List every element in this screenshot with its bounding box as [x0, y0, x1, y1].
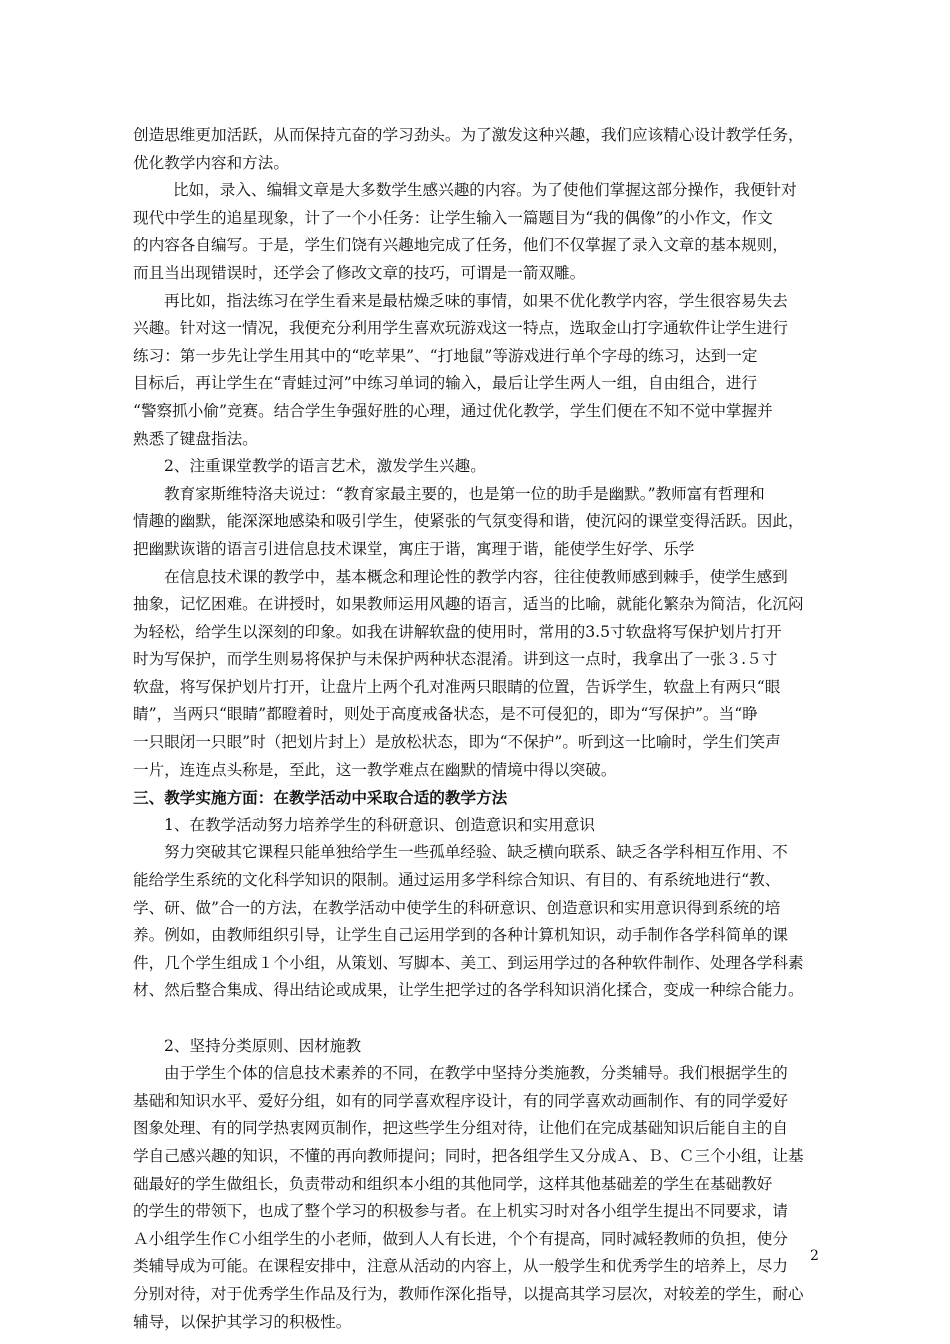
text-line: 分别对待，对于优秀学生作品及行为，教师作深化指导，以提高其学习层次，对较差的学生，耐心: [133, 1284, 804, 1303]
text-line: 由于学生个体的信息技术素养的不同，在教学中坚持分类施教，分类辅导。我们根据学生的: [164, 1064, 788, 1083]
text-line: 基础和知识水平、爱好分组，如有的同学喜欢程序设计，有的同学喜欢动画制作、有的同学爱好: [133, 1091, 788, 1110]
text-line: 础最好的学生做组长，负责带动和组织本小组的其他同学，这样其他基础差的学生在基础教好: [133, 1174, 773, 1193]
text-line: 件，几个学生组成１个小组，从策划、写脚本、美工、到运用学过的各种软件制作、处理各学科素: [133, 953, 804, 972]
text-line: 的内容各自编写。于是，学生们饶有兴趣地完成了任务，他们不仅掌握了录入文章的基本规则，: [133, 236, 788, 255]
text-line: 努力突破其它课程只能单独给学生一些孤单经验、缺乏横向联系、缺乏各学科相互作用、不: [164, 843, 788, 862]
text-line: 熟悉了键盘指法。: [133, 429, 258, 448]
section-heading: 2、坚持分类原则、因材施教: [164, 1036, 362, 1055]
text-line: 教育家斯维特洛夫说过：“教育家最主要的，也是第一位的助手是幽默。”教师富有哲理和: [164, 484, 765, 503]
text-line: 比如，录入、编辑文章是大多数学生感兴趣的内容。为了使他们掌握这部分操作，我便针对: [173, 181, 797, 200]
text-line: 图象处理、有的同学热衷网页制作，把这些学生分组对待，让他们在完成基础知识后能自主的自: [133, 1119, 788, 1138]
text-line: 创造思维更加活跃，从而保持亢奋的学习劲头。为了激发这种兴趣，我们应该精心设计教学任务，: [133, 126, 804, 144]
text-line: 软盘，将写保护划片打开，让盘片上两个孔对准两只眼睛的位置，告诉学生，软盘上有两只“眼: [133, 677, 781, 696]
text-line: 抽象，记忆困难。在讲授时，如果教师运用风趣的语言，适当的比喻，就能化繁杂为简洁，化沉闷: [133, 595, 804, 614]
section-heading: 1、在教学活动努力培养学生的科研意识、创造意识和实用意识: [164, 815, 595, 834]
text-line: 的学生的带领下，也成了整个学习的积极参与者。在上机实习时对各小组学生提出不同要求，请: [133, 1202, 788, 1221]
text-line: 目标后，再让学生在“青蛙过河”中练习单词的输入，最后让学生两人一组，自由组合，进行: [133, 374, 758, 393]
paragraph-gap: [133, 1005, 825, 1033]
section-heading: 2、注重课堂教学的语言艺术，激发学生兴趣。: [164, 457, 486, 476]
text-line: 情趣的幽默，能深深地感染和吸引学生，使紧张的气氛变得和谐，使沉闷的课堂变得活跃。因此，: [133, 512, 804, 531]
text-line: 时为写保护，而学生则易将保护与未保护两种状态混淆。讲到这一点时，我拿出了一张３.５寸: [133, 650, 778, 669]
text-line: 学自己感兴趣的知识，不懂的再向教师提问；同时，把各组学生又分成Ａ、Ｂ、Ｃ三个小组，让基: [133, 1146, 804, 1165]
text-line: 优化教学内容和方法。: [133, 153, 289, 172]
text-line: 把幽默诙谐的语言引进信息技术课堂，寓庄于谐，寓理于谐，能使学生好学、乐学: [133, 539, 695, 558]
text-line: 一片，连连点头称是，至此，这一教学难点在幽默的情境中得以突破。: [133, 760, 617, 779]
text-line: 兴趣。针对这一情况，我便充分利用学生喜欢玩游戏这一特点，选取金山打字通软件让学生进行: [133, 319, 788, 338]
text-line: 辅导，以保护其学习的积极性。: [133, 1312, 352, 1331]
text-line: Ａ小组学生作Ｃ小组学生的小老师，做到人人有长进，个个有提高，同时减轻教师的负担，使分: [133, 1229, 788, 1248]
text-line: 学、研、做”合一的方法，在教学活动中使学生的科研意识、创造意识和实用意识得到系统的培: [133, 898, 781, 917]
body-text: [133, 122, 825, 1336]
text-line: “警察抓小偷”竞赛。结合学生争强好胜的心理，通过优化教学，学生们便在不知不觉中掌握并: [133, 401, 773, 420]
text-line: 养。例如，由教师组织引导，让学生自己运用学到的各种计算机知识，动手制作各学科简单的课: [133, 926, 788, 945]
text-line: 睛”，当两只“眼睛”都瞪着时，则处于高度戒备状态，是不可侵犯的，即为“写保护”。当“睁: [133, 705, 758, 724]
text-line: 材、然后整合集成、得出结论或成果，让学生把学过的各学科知识消化揉合，变成一种综合能力。: [133, 981, 804, 1000]
text-line: 练习：第一步先让学生用其中的“吃苹果”、“打地鼠”等游戏进行单个字母的练习，达到一定: [133, 346, 758, 365]
main-heading: 三、教学实施方面：在教学活动中采取合适的教学方法: [133, 788, 508, 808]
text-line: 而且当出现错误时，还学会了修改文章的技巧，可谓是一箭双雕。: [133, 263, 586, 282]
text-line: 再比如，指法练习在学生看来是最枯燥乏味的事情，如果不优化教学内容，学生很容易失去: [164, 291, 788, 310]
text-line: 一只眼闭一只眼”时（把划片封上）是放松状态，即为“不保护”。听到这一比喻时，学生们笑声: [133, 733, 781, 752]
text-line: 在信息技术课的教学中，基本概念和理论性的教学内容，往往使教师感到棘手，使学生感到: [164, 567, 788, 586]
text-line: 现代中学生的追星现象，计了一个小任务：让学生输入一篇题目为“我的偶像”的小作文，作文: [133, 208, 773, 227]
text-line: 能给学生系统的文化科学知识的限制。通过运用多学科综合知识、有目的、有系统地进行“教、: [133, 871, 781, 890]
page-number: 2: [810, 1248, 819, 1264]
text-line: 为轻松，给学生以深刻的印象。如我在讲解软盘的使用时，常用的3.5寸软盘将写保护划片打开: [133, 622, 782, 641]
text-line: 类辅导成为可能。在课程安排中，注意从活动的内容上，从一般学生和优秀学生的培养上，尽力: [133, 1257, 788, 1276]
